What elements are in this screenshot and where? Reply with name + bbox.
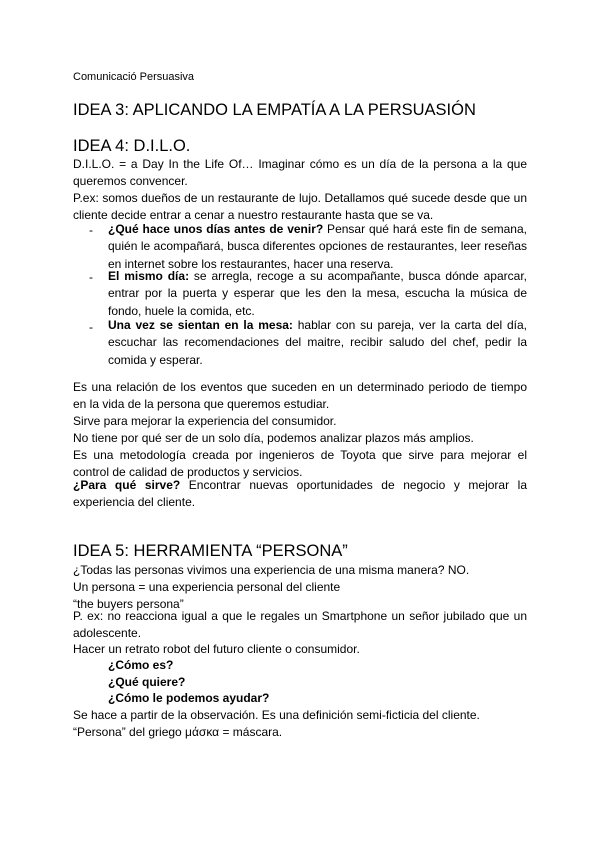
bullet-item <box>108 221 527 273</box>
persona-line: Se hace a partir de la observación. Es una definición semi-ficticia del cliente. <box>73 708 480 722</box>
persona-question: ¿Qué quiere? <box>108 675 186 689</box>
persona-line: P. ex: no reacciona igual a que le regales un Smartphone un señor jubilado que un adolescente. <box>73 609 527 641</box>
bullet-text: se arregla, recoge a su acompañante, busca dónde aparcar, entrar por la puerta y esperar que les den la mesa, escucha la música de fondo, huele la comida, etc. <box>108 269 527 318</box>
bullet-text: Pensar qué hará este fin de semana, quién le acompañará, busca diferentes opciones de restaurantes, leer reseñas en internet sobre los restaurantes, hacer una reserva. <box>108 222 527 271</box>
bullet-lead: ¿Qué hace unos días antes de venir? <box>108 222 324 236</box>
idea3-heading: IDEA 3: APLICANDO LA EMPATÍA A LA PERSUASIÓN <box>73 101 476 119</box>
dilo-paragraph: Es una relación de los eventos que suceden en un determinado periodo de tiempo en la vida de la persona que queremos estudiar. <box>73 380 527 412</box>
dilo-paragraph: Sirve para mejorar la experiencia del consumidor. <box>73 414 337 428</box>
dilo-paragraph: Es una metodología creada por ingenieros de Toyota que sirve para mejorar el control de calidad de productos y servicios. <box>73 448 527 480</box>
purpose-text: Encontrar nuevas oportunidades de negocio y mejorar la experiencia del cliente. <box>73 478 527 510</box>
bullet-marker: - <box>89 320 93 334</box>
persona-question: ¿Cómo le podemos ayudar? <box>108 691 270 705</box>
bullet-lead: El mismo día: <box>108 269 190 283</box>
persona-line: Un persona = una experiencia personal del cliente <box>73 580 341 594</box>
bullet-item <box>108 268 527 320</box>
bullet-marker: - <box>89 270 93 284</box>
dilo-example: P.ex: somos dueños de un restaurante de lujo. Detallamos qué sucede desde que un cliente decide entrar a cenar a nuestro restaurante hasta que se va. <box>73 191 527 223</box>
persona-question: ¿Cómo es? <box>108 658 174 672</box>
persona-line: “the buyers persona” <box>73 597 184 611</box>
persona-line: “Persona” del griego μάσκα = máscara. <box>73 725 283 739</box>
bullet-item <box>108 317 527 369</box>
bullet-marker: - <box>89 223 93 237</box>
dilo-definition: D.I.L.O. = a Day In the Life Of… Imaginar cómo es un día de la persona a la que queremos convencer. <box>73 157 527 189</box>
idea4-heading: IDEA 4: D.I.L.O. <box>73 137 191 155</box>
dilo-paragraph: No tiene por qué ser de un solo día, podemos analizar plazos más amplios. <box>73 431 474 445</box>
bullet-text: hablar con su pareja, ver la carta del día, escuchar las recomendaciones del maitre, recibir saludo del chef, pedir la comida y esperar. <box>108 318 527 367</box>
bullet-lead: Una vez se sientan en la mesa: <box>108 318 293 332</box>
persona-line: ¿Todas las personas vivimos una experiencia de una misma manera? NO. <box>73 563 470 577</box>
dilo-purpose <box>73 477 527 512</box>
idea5-heading: IDEA 5: HERRAMIENTA “PERSONA” <box>73 542 348 560</box>
purpose-lead: ¿Para qué sirve? <box>73 478 181 492</box>
page-header: Comunicació Persuasiva <box>73 71 195 83</box>
persona-line: Hacer un retrato robot del futuro cliente o consumidor. <box>73 642 360 656</box>
